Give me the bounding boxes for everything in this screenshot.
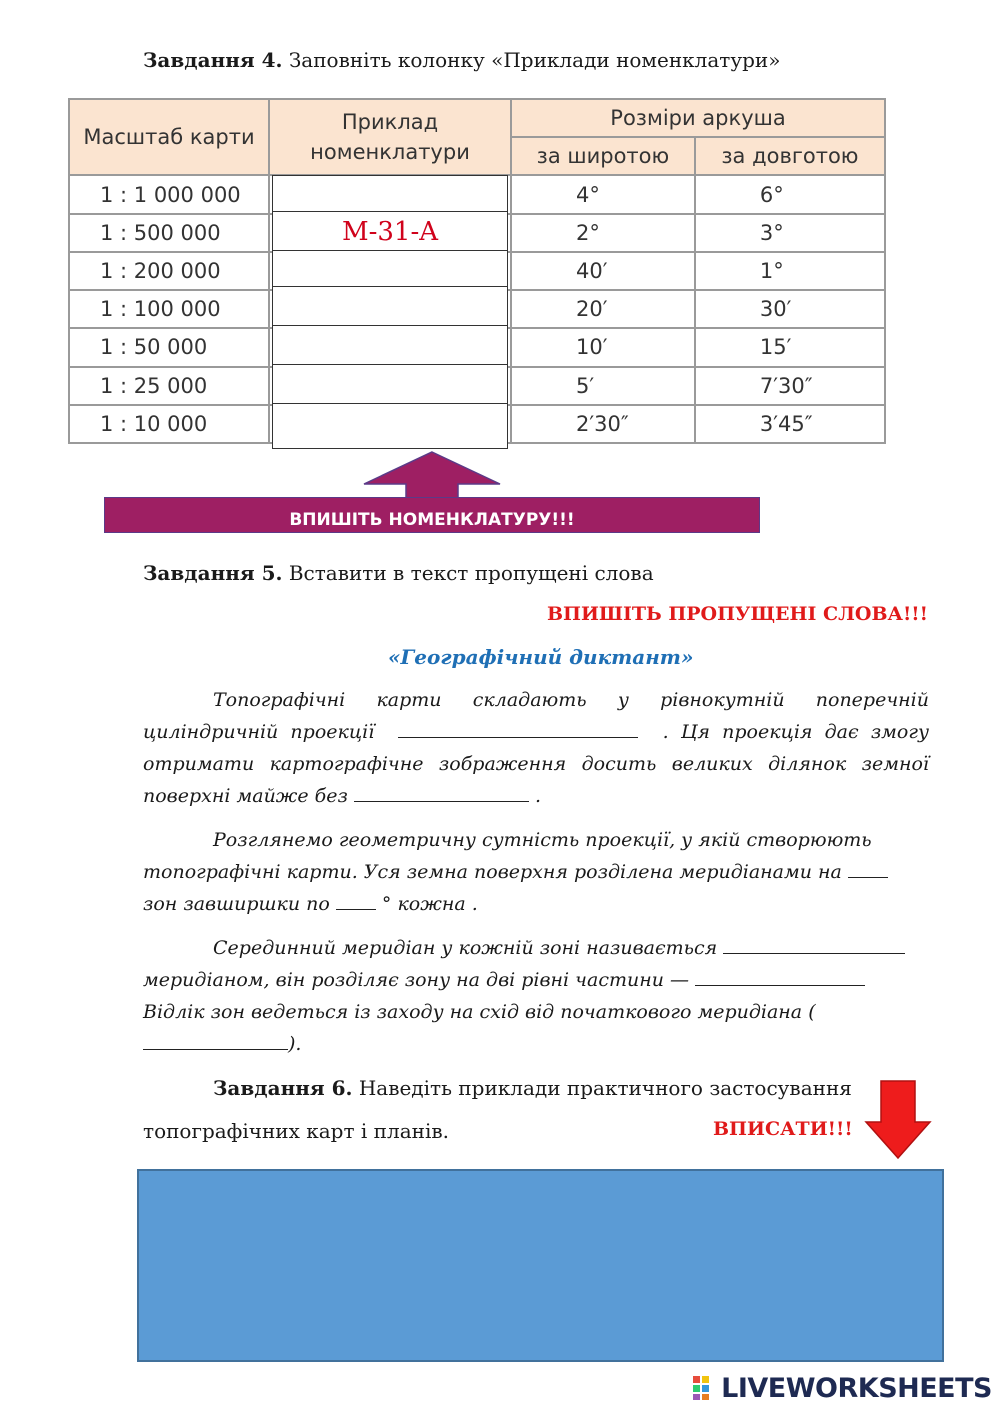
para2-text-b: зон завширшки по [143, 893, 330, 915]
lat-cell: 2′30″ [511, 405, 695, 443]
lat-cell: 5′ [511, 367, 695, 405]
para1-text-b: . Ця проекція дає змогу отримати картографічне зображення досить великих ділянок земної поверхні майже без [143, 721, 929, 807]
para3-text-a: Серединний меридіан у кожній зоні називається [213, 937, 718, 959]
arrow-up-icon [360, 450, 504, 500]
header-scale: Масштаб карти [69, 99, 269, 175]
liveworksheets-logo [693, 1373, 992, 1404]
lon-cell: 7′30″ [695, 367, 885, 405]
task4-heading [143, 48, 781, 72]
blank-projection-name[interactable] [398, 717, 638, 738]
task4-text: Заповніть колонку «Приклади номенклатури» [288, 48, 781, 72]
blank-zone-parts[interactable] [695, 965, 865, 986]
para3-text-d: ( [808, 1001, 816, 1023]
scale-cell: 1 : 50 000 [69, 328, 269, 366]
header-longitude: за довготою [695, 137, 885, 175]
scale-cell: 1 : 25 000 [69, 367, 269, 405]
nomenclature-input-1[interactable] [272, 175, 508, 212]
task5-heading [143, 561, 654, 585]
lat-cell: 10′ [511, 328, 695, 366]
nomenclature-input-6[interactable] [272, 364, 508, 404]
lat-cell: 40′ [511, 252, 695, 290]
task6-instruction: ВПИСАТИ!!! [713, 1118, 853, 1140]
dictation-paragraph-2 [143, 824, 903, 920]
arrow-down-icon [864, 1080, 932, 1160]
para1-text-a: Топографічні карти складають у рівнокутній поперечній циліндричній проекції [143, 689, 929, 743]
scale-cell: 1 : 100 000 [69, 290, 269, 328]
para3-text-e: ). [288, 1033, 302, 1055]
nomenclature-input-7[interactable] [272, 403, 508, 449]
task6-text-2: топографічних карт і планів. [143, 1119, 449, 1143]
task4-label: Завдання 4. [143, 48, 283, 72]
answer-textbox[interactable] [137, 1169, 944, 1362]
task5-label: Завдання 5. [143, 561, 283, 585]
blank-prime-meridian[interactable] [143, 1029, 288, 1050]
dictation-title: «Географічний диктант» [388, 645, 694, 669]
logo-text: LIVEWORKSHEETS [721, 1373, 992, 1404]
nomenclature-input-2[interactable]: M-31-A [272, 211, 508, 251]
nomenclature-inputs [272, 175, 508, 449]
dictation-paragraph-3 [143, 932, 923, 1060]
blank-distortions[interactable] [354, 781, 529, 802]
nomenclature-input-5[interactable] [272, 325, 508, 365]
header-sheet-size: Розміри аркуша [511, 99, 885, 137]
task5-instruction: ВПИШІТЬ ПРОПУЩЕНІ СЛОВА!!! [546, 603, 928, 625]
scale-cell: 1 : 10 000 [69, 405, 269, 443]
lat-cell: 4° [511, 175, 695, 213]
header-example: Приклад номенклатури [269, 99, 511, 175]
nomenclature-input-4[interactable] [272, 286, 508, 326]
task6-text-1: Наведіть приклади практичного застосування [358, 1076, 852, 1100]
lon-cell: 1° [695, 252, 885, 290]
banner-write-nomenclature: ВПИШІТЬ НОМЕНКЛАТУРУ!!! [104, 497, 760, 533]
para3-text-c: Відлік зон ведеться із заходу на схід від початкового меридіана [143, 1001, 803, 1023]
blank-zone-width[interactable] [336, 889, 376, 910]
logo-grid-icon [693, 1376, 719, 1400]
scale-cell: 1 : 500 000 [69, 214, 269, 252]
lat-cell: 20′ [511, 290, 695, 328]
lon-cell: 3° [695, 214, 885, 252]
para2-text-c: ° кожна . [381, 893, 478, 915]
lon-cell: 30′ [695, 290, 885, 328]
para2-text-a: Розглянемо геометричну сутність проекції, у якій створюють топографічні карти. Уся земна поверхня розділена меридіанами на [143, 829, 872, 883]
dictation-paragraph-1 [143, 684, 929, 812]
blank-zones-count[interactable] [848, 857, 888, 878]
scale-cell: 1 : 1 000 000 [69, 175, 269, 213]
task6-heading [213, 1076, 852, 1100]
lon-cell: 15′ [695, 328, 885, 366]
para3-text-b: меридіаном, він розділяє зону на дві рівні частини — [143, 969, 689, 991]
lat-cell: 2° [511, 214, 695, 252]
blank-meridian-type[interactable] [723, 933, 905, 954]
task5-text: Вставити в текст пропущені слова [288, 561, 654, 585]
nomenclature-input-3[interactable] [272, 250, 508, 287]
header-latitude: за широтою [511, 137, 695, 175]
lon-cell: 3′45″ [695, 405, 885, 443]
para1-text-c: . [534, 785, 542, 807]
task6-label: Завдання 6. [213, 1076, 353, 1100]
scale-cell: 1 : 200 000 [69, 252, 269, 290]
lon-cell: 6° [695, 175, 885, 213]
